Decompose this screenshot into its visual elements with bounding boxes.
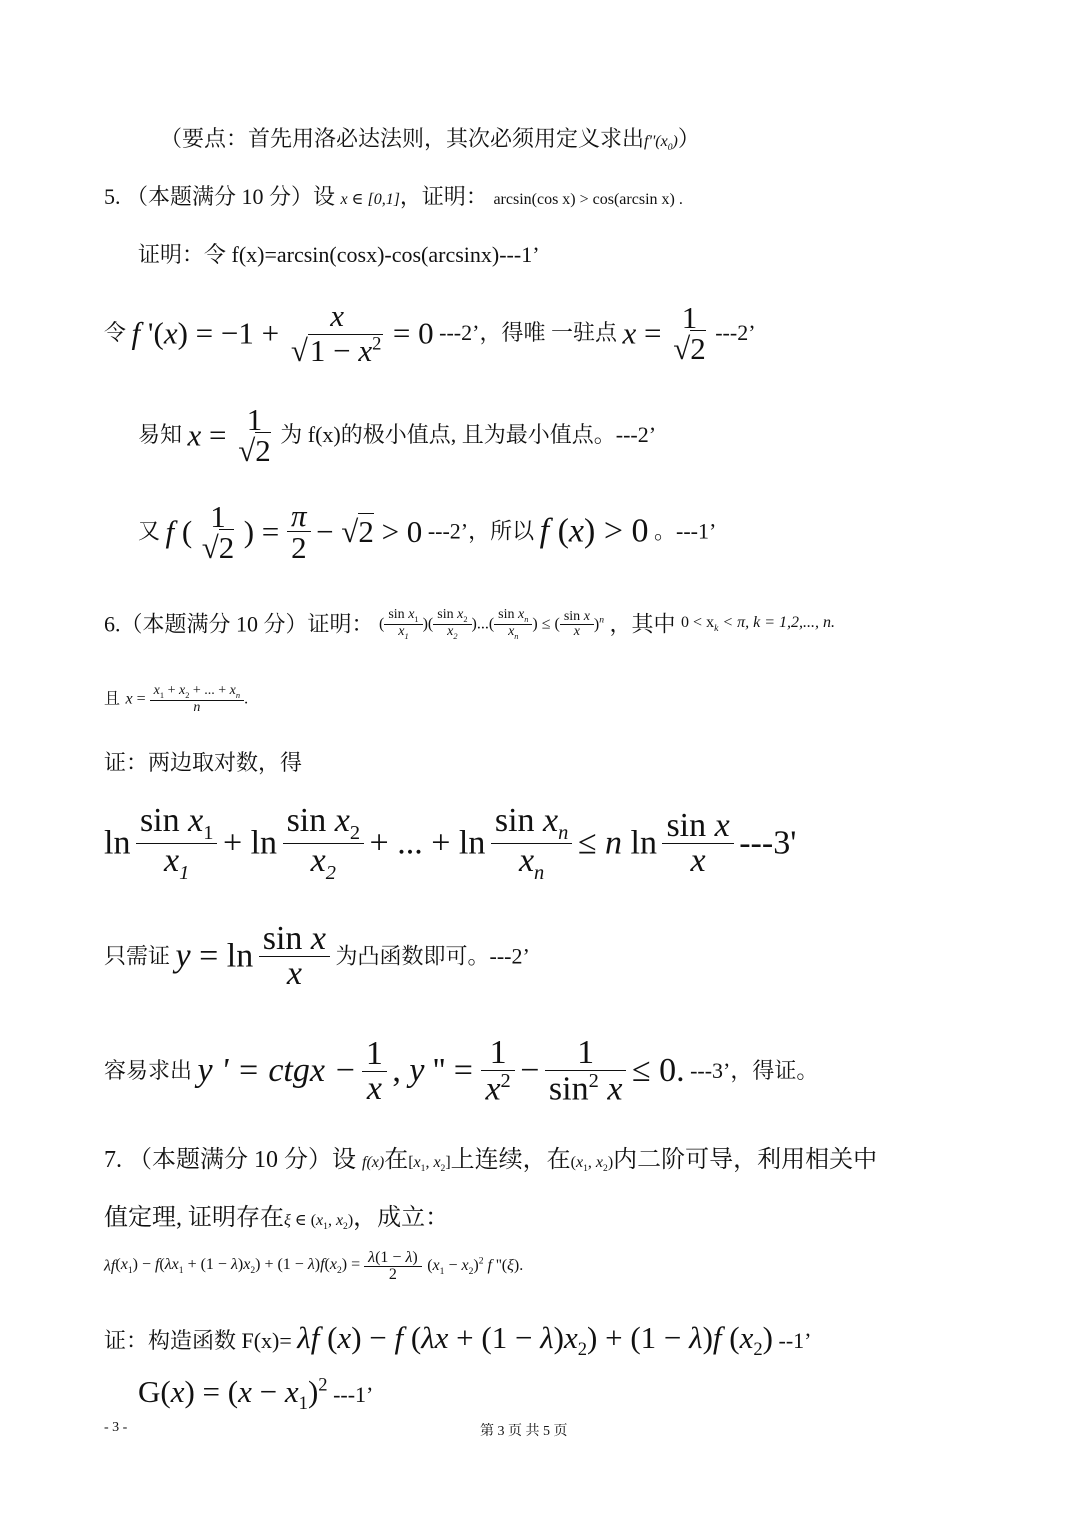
p6-proof-line-1: 证：两边取对数，得: [104, 750, 303, 775]
p5-inequality: arcsin(cos x) > cos(arcsin x) .: [493, 191, 683, 208]
p5-proof-line-3: 易知 x = 1 √2 为 f(x)的极小值点, 且为最小值点。---2’: [138, 402, 657, 468]
p6-proof-line-3: 只需证 y = ln $\frac{\text{sin x}}{x}$ 为凸函数即可。---2’: [104, 920, 530, 992]
p5-derivative-frac: x $√1 - x^2$: [290, 298, 382, 368]
note-text: （要点：首先用洛必达法则，其次必须用定义求出: [160, 126, 645, 151]
p5-proof-line-1: 证明：令 f(x)=arcsin(cosx)-cos(arcsinx)---1’: [138, 242, 540, 267]
problem-6-header: 6.（本题满分 10 分）证明： ( $\frac{\sin x_1}{x_1}$ )( $\frac{\sin x_2}{x_2}$ )...( $\frac{\sin x_n}{x_n}$ ) ≤ ( $\frac{\text{sin x}}{x}$ )$^n$ ，其中 $0 < x_k < \pi$, k = 1,2,..., n.: [104, 607, 836, 641]
p5-condition: x ∈ [0,1]: [340, 191, 400, 208]
p7-proof-line-2: $G(x) = (x - x_1)^2$ ---1’: [138, 1374, 374, 1415]
p6-log-inequality: ln $\frac{\sin x_1}{x_1}$ + ln $\frac{\sin x_2}{x_2}$ + ... + ln $\frac{\sin x_n}{x_n}$ ≤ n ln $\frac{\text{sin x}}{x}$ ---3': [104, 802, 797, 884]
note-line: （要点：首先用洛必达法则，其次必须用定义求出$f''(x_0)$）: [160, 126, 700, 154]
note-math: $f''(x_0)$: [644, 133, 678, 154]
p5-proof-line-2: 令 f '(x) = −1 + x $√1 - x^2$ = 0 ---2’，得唯 一驻点 x = 1 √2 ---2’: [104, 298, 756, 368]
footer-page-number-center: 第 3 页 共 5 页: [480, 1424, 568, 1439]
p5-proof-line-4: 又 f ( 1 √2 ) = $\frac{\pi}{2}$ − √2 > 0 ---2’，所以 f (x) > 0 。---1’: [138, 498, 717, 565]
p6-condition-line: 且 x = $\frac{x_1 + x_2 + ... + x_n}{n}$ .: [104, 683, 249, 716]
p7-line-2: 值定理, 证明存在ξ ∈ ($x_1$, $x_2$)，成立：: [104, 1205, 450, 1233]
problem-5-header: 5. （本题满分 10 分）设 x ∈ [0,1]，证明： arcsin(cos x) > cos(arcsin x) .: [104, 184, 683, 209]
p7-proof-line-1: 证：构造函数 F(x)= λf (x) − f $(\lambda x + (1 - \lambda)x_2) + (1 - \lambda)f$ $(x_2)$ --1’: [104, 1320, 812, 1361]
problem-7-header: 7. （本题满分 10 分）设 f(x)在[$x_1$, $x_2$]上连续，在($x_1$, $x_2$)内二阶可导，利用相关中: [104, 1147, 878, 1175]
p5-critical-point: 1 √2: [673, 299, 706, 366]
p7-formula: $\lambda f(x_1) - f(\lambda x_1 + (1 - \lambda)x_2) + (1 - \lambda)f(x_2)$ = $\frac{\lambda(1 - \lambda)}{2}$ $(x_1 - x_2)^2$ f ''(ξ).: [104, 1249, 524, 1283]
footer-page-number-left: - 3 -: [104, 1420, 128, 1435]
p6-proof-line-4: 容易求出 y ' = ctgx − $\frac{1}{x}$ , y '' = $\frac{1}{x^2}$ − $\frac{1}{\sin^2 x}$ ≤ 0. ---3’，得证。: [104, 1034, 819, 1108]
